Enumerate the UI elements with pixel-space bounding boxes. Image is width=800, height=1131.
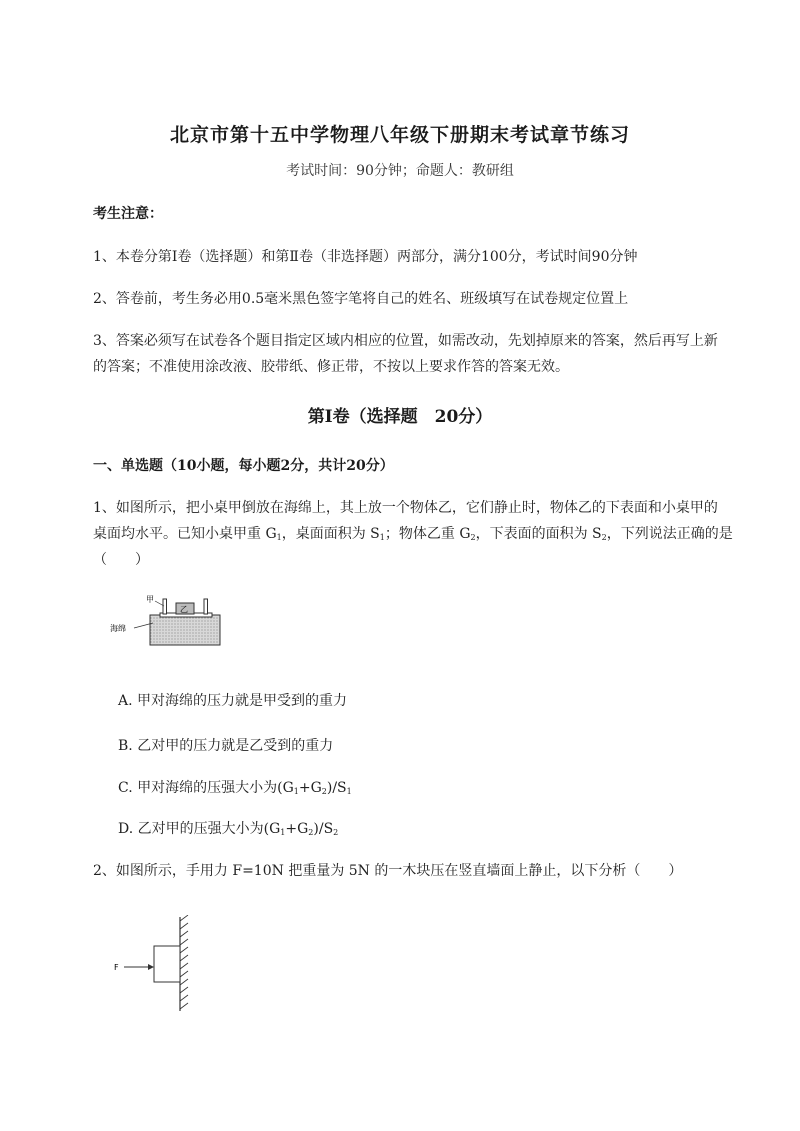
notice-item-1: 1、本卷分第Ⅰ卷（选择题）和第Ⅱ卷（非选择题）两部分，满分100分，考试时间90分钟 xyxy=(93,249,638,265)
subscript: 2 xyxy=(308,828,314,837)
q2-text: 2、如图所示，手用力 F=10N 把重量为 5N 的一木块压在竖直墙面上静止，以下分析（ ） xyxy=(93,863,683,879)
q1-figure xyxy=(108,593,228,648)
notice-title: 考生注意： xyxy=(93,206,163,222)
q1-option-d[interactable] xyxy=(118,818,338,838)
subscript: 2 xyxy=(470,533,476,542)
q1-line-1: 1、如图所示，把小桌甲倒放在海绵上，其上放一个物体乙，它们静止时，物体乙的下表面和小桌甲的 xyxy=(93,500,718,516)
subscript: 2 xyxy=(321,787,327,796)
page-title: 北京市第十五中学物理八年级下册期末考试章节练习 xyxy=(169,124,630,146)
exam-info: 考试时间：90分钟；命题人：教研组 xyxy=(286,163,514,179)
subscript: 1 xyxy=(293,787,299,796)
subscript: 2 xyxy=(601,533,607,542)
option-text: +G xyxy=(298,780,322,796)
q1-answer-bracket: （ ） xyxy=(93,552,149,568)
subscript: 1 xyxy=(276,533,282,542)
q1-text: ，桌面面积为 S xyxy=(281,526,380,542)
sponge-table-diagram xyxy=(108,593,228,648)
subscript: 1 xyxy=(379,533,385,542)
section-title: 第Ⅰ卷（选择题 20分） xyxy=(307,407,493,427)
label-sponge: 海绵 xyxy=(110,624,126,633)
subscript: 2 xyxy=(333,828,339,837)
label-yi: 乙 xyxy=(180,605,188,614)
option-text: +G xyxy=(285,821,309,837)
q1-line-2 xyxy=(93,523,733,543)
q2-figure xyxy=(112,915,197,1015)
q1-option-a[interactable]: A. 甲对海绵的压力就是甲受到的重力 xyxy=(118,693,348,709)
notice-item-3-cont: 的答案；不准使用涂改液、胶带纸、修正带，不按以上要求作答的答案无效。 xyxy=(93,359,569,375)
option-text: )/S xyxy=(326,780,347,796)
option-text: C. 甲对海绵的压强大小为(G xyxy=(118,780,294,796)
option-text: )/S xyxy=(313,821,334,837)
q1-text: ，下列说法正确的是 xyxy=(606,526,733,542)
q1-option-b[interactable]: B. 乙对甲的压力就是乙受到的重力 xyxy=(118,738,334,754)
option-text: D. 乙对甲的压强大小为(G xyxy=(118,821,281,837)
q1-text: 桌面均水平。已知小桌甲重 G xyxy=(93,526,277,542)
q1-text: ，下表面的面积为 S xyxy=(475,526,602,542)
notice-item-3: 3、答案必须写在试卷各个题目指定区域内相应的位置，如需改动，先划掉原来的答案，然后再写上新 xyxy=(93,333,718,349)
q1-text: ；物体乙重 G xyxy=(384,526,471,542)
section-heading: 一、单选题（10小题，每小题2分，共计20分） xyxy=(93,458,394,474)
force-label: F xyxy=(114,963,119,972)
label-jia: 甲 xyxy=(146,595,154,604)
notice-item-2: 2、答卷前，考生务必用0.5毫米黑色签字笔将自己的姓名、班级填写在试卷规定位置上 xyxy=(93,291,629,307)
wall-block-diagram xyxy=(112,915,197,1015)
q1-option-c[interactable] xyxy=(118,777,352,797)
subscript: 1 xyxy=(280,828,286,837)
subscript: 1 xyxy=(346,787,352,796)
